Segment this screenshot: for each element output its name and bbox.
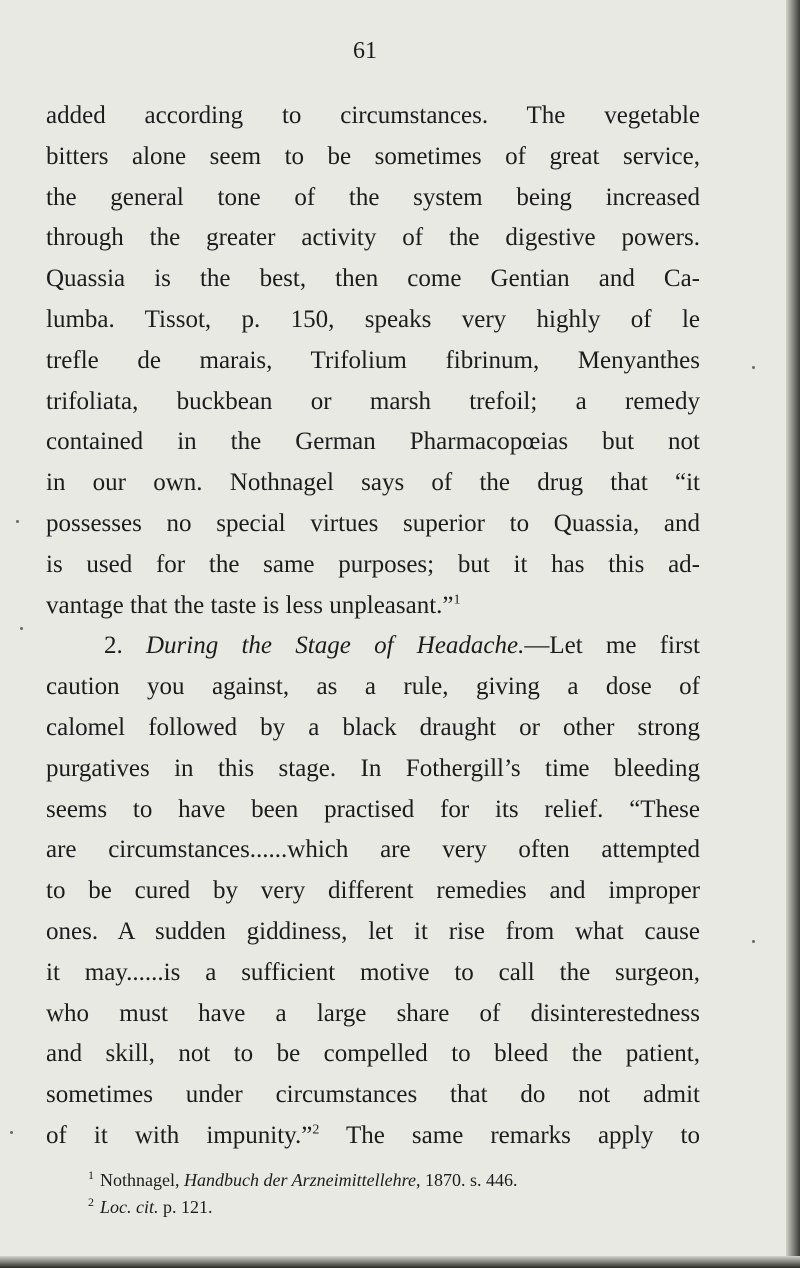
text-line: lumba. Tissot, p. 150, speaks very highly of le — [46, 305, 700, 333]
page-edge-shadow-right — [786, 0, 800, 1268]
text-line: seems to have been practised for its relief. “These — [46, 795, 700, 823]
text-line: in our own. Nothnagel says of the drug that “it — [46, 469, 700, 497]
paragraph-heading-line — [46, 626, 700, 667]
text-line: to be cured by very different remedies and improper — [46, 877, 700, 905]
text-line: sometimes under circumstances that do not admit — [46, 1081, 700, 1109]
footnote-marker: 1 — [88, 1168, 94, 1182]
text-line: added according to circumstances. The vegetable — [46, 102, 700, 129]
paper-speck — [16, 520, 19, 523]
text-line: contained in the German Pharmacopœias but not — [46, 428, 700, 456]
footnote — [88, 1194, 698, 1221]
footnote — [88, 1167, 698, 1194]
text-line: trifoliata, buckbean or marsh trefoil; a remedy — [46, 387, 700, 415]
section-heading: During the Stage of Headache. — [146, 632, 525, 660]
text-line: ones. A sudden giddiness, let it rise from what cause — [46, 917, 700, 945]
footnote-author: Nothnagel, — [100, 1170, 184, 1190]
text-line: through the greater activity of the digestive powers. — [46, 224, 700, 252]
text-line: caution you against, as a rule, giving a dose of — [46, 673, 700, 701]
footnote-reference: 2 — [312, 1122, 320, 1138]
text-line: trefle de marais, Trifolium fibrinum, Menyanthes — [46, 346, 700, 374]
text-line: purgatives in this stage. In Fothergill’s time bleeding — [46, 754, 700, 782]
text-line: calomel followed by a black draught or other strong — [46, 713, 700, 741]
text-line: are circumstances......which are very often attempted — [46, 836, 700, 864]
text-line — [46, 1116, 700, 1157]
body-text — [46, 96, 700, 1157]
footnote-title: Loc. cit. — [100, 1197, 159, 1217]
text-fragment: —Let me first — [524, 632, 700, 660]
paper-speck — [752, 366, 755, 369]
footnote-rest: p. 121. — [158, 1197, 213, 1217]
page-number: 61 — [353, 38, 377, 64]
text-line: Quassia is the best, then come Gentian and Ca- — [46, 265, 700, 293]
footnotes — [88, 1167, 698, 1221]
text-fragment: The same remarks apply to — [319, 1121, 700, 1149]
paper-speck — [20, 627, 23, 630]
text-line: bitters alone seem to be sometimes of great service, — [46, 142, 700, 170]
paper-speck — [752, 940, 755, 943]
footnote-title: Handbuch der Arzneimittellehre — [183, 1170, 416, 1190]
text-line: who must have a large share of disinterestedness — [46, 999, 700, 1027]
text-fragment: vantage that the taste is less unpleasant.” — [46, 591, 454, 619]
footnote-marker: 2 — [88, 1195, 94, 1209]
page-edge-shadow-bottom — [0, 1256, 800, 1268]
text-line: possesses no special virtues superior to Quassia, and — [46, 509, 700, 537]
text-line: and skill, not to be compelled to bleed the patient, — [46, 1040, 700, 1068]
text-line: is used for the same purposes; but it has this ad- — [46, 550, 700, 578]
footnote-reference: 1 — [453, 592, 461, 608]
paragraph-number: 2. — [104, 632, 123, 660]
text-line — [46, 586, 700, 627]
text-line: the general tone of the system being increased — [46, 183, 700, 211]
text-fragment: of it with impunity.” — [46, 1121, 313, 1149]
footnote-rest: , 1870. s. 446. — [415, 1170, 518, 1190]
paper-speck — [10, 1131, 13, 1134]
text-line: it may......is a sufficient motive to call the surgeon, — [46, 958, 700, 986]
